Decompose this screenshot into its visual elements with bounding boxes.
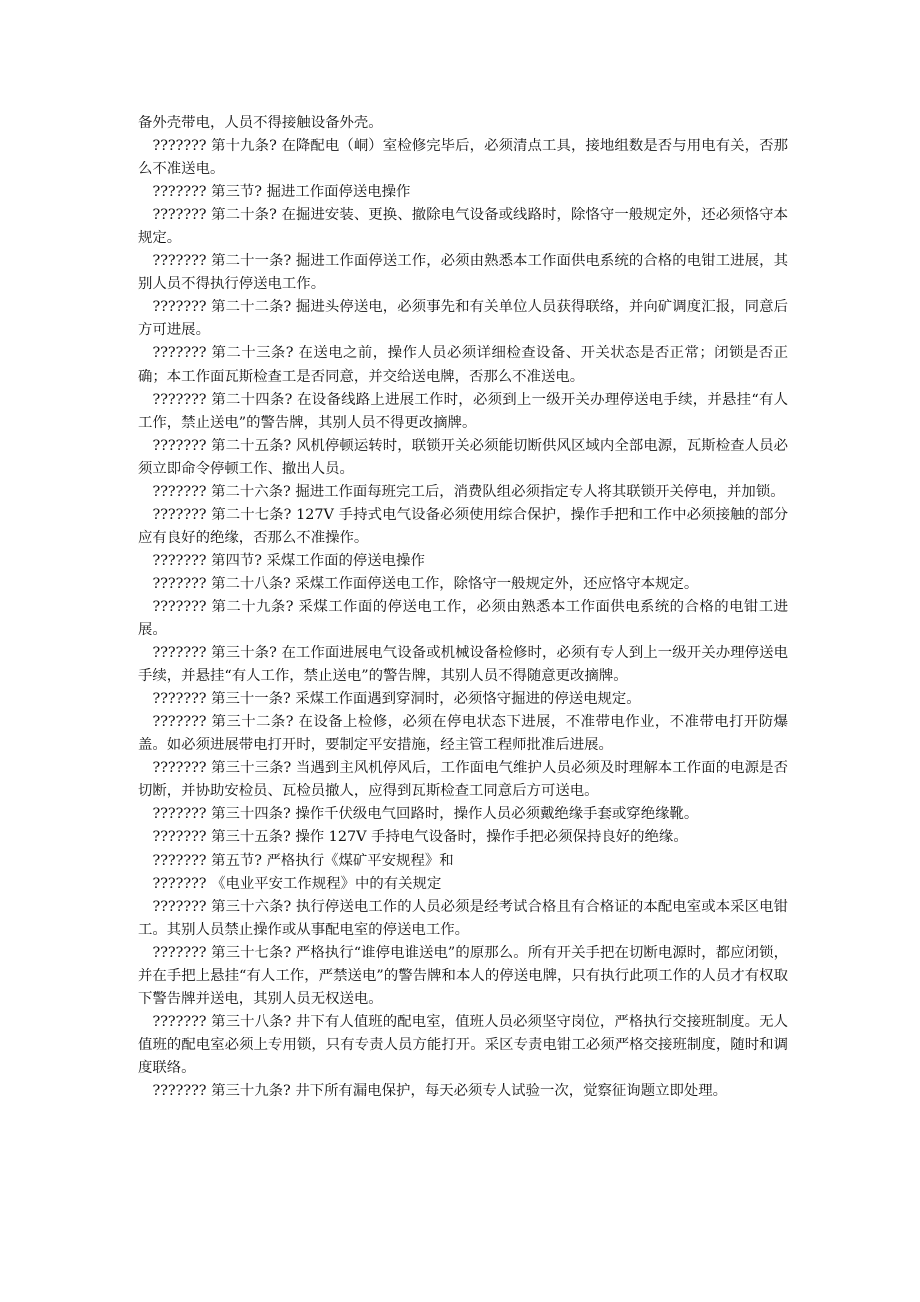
article-29: ??????? 第二十九条? 采煤工作面的停送电工作，必须由熟悉本工作面供电系统的合格的电钳工进展。	[138, 598, 788, 639]
article-23: ??????? 第二十三条? 在送电之前，操作人员必须详细检查设备、开关状态是否正常；闭锁是否正确；本工作面瓦斯检查工是否同意，并交给送电牌，否那么不准送电。	[138, 345, 788, 385]
article-35: ??????? 第三十五条? 操作 127V 手持电气设备时，操作手把必须保持良好的绝缘。	[152, 829, 688, 846]
article-24: ??????? 第二十四条? 在设备线路上进展工作时，必须到上一级开关办理停送电手续，并悬挂“有人工作，禁止送电”的警告牌，其别人员不得更改摘牌。	[138, 391, 788, 431]
article-37: ??????? 第三十七条? 严格执行“谁停电谁送电”的原那么。所有开关手把在切断电源时，都应闭锁，并在手把上悬挂“有人工作，严禁送电”的警告牌和本人的停送电牌，只有执行此项工作的人员才有权取下警告牌并送电，其别人员无权送电。	[138, 944, 788, 1007]
article-38: ??????? 第三十八条? 井下有人值班的配电室，值班人员必须坚守岗位，严格执行交接班制度。无人值班的配电室必须上专用锁，只有专责人员方能打开。采区专责电钳工必须严格交接班制度，随时和调度联络。	[138, 1013, 788, 1076]
article-25: ??????? 第二十五条? 风机停顿运转时，联锁开关必须能切断供风区域内全部电源，瓦斯检查人员必须立即命令停顿工作、撤出人员。	[138, 437, 788, 477]
article-28: ??????? 第二十八条? 采煤工作面停送电工作，除恪守一般规定外，还应恪守本规定。	[152, 575, 699, 592]
article-32: ??????? 第三十二条? 在设备上检修，必须在停电状态下进展，不准带电作业，不准带电打开防爆盖。如必须进展带电打开时，要制定平安措施，经主管工程师批准后进展。	[138, 714, 788, 754]
article-31: ??????? 第三十一条? 采煤工作面遇到穿洞时，必须恪守掘进的停送电规定。	[152, 691, 641, 708]
article-34: ??????? 第三十四条? 操作千伏级电气回路时，操作人员必须戴绝缘手套或穿绝缘靴。	[152, 806, 699, 823]
document-page	[138, 112, 788, 1103]
article-39: ??????? 第三十九条? 井下所有漏电保护，每天必须专人试验一次，觉察征询题立即处理。	[152, 1082, 728, 1099]
article-27: ??????? 第二十七条? 127V 手持式电气设备必须使用综合保护，操作手把和工作中必须接触的部分应有良好的绝缘，否那么不准操作。	[138, 506, 788, 546]
section-5-heading-cont: ??????? 《电业平安工作规程》中的有关规定	[152, 875, 442, 892]
article-19: ??????? 第十九条? 在降配电（峒）室检修完毕后，必须清点工具，接地组数是否与用电有关，否那么不准送电。	[138, 138, 788, 178]
article-33: ??????? 第三十三条? 当遇到主风机停风后，工作面电气维护人员必须及时理解本工作面的电源是否切断，并协助安检员、瓦检员撤人，应得到瓦斯检查工同意后方可送电。	[138, 760, 788, 800]
article-22: ??????? 第二十二条? 掘进头停送电，必须事先和有关单位人员获得联络，并向矿调度汇报，同意后方可进展。	[138, 299, 788, 339]
section-3-heading: ??????? 第三节? 掘进工作面停送电操作	[152, 184, 411, 201]
paragraph-continuation: 备外壳带电，人员不得接触设备外壳。	[138, 115, 383, 131]
article-21: ??????? 第二十一条? 掘进工作面停送工作，必须由熟悉本工作面供电系统的合格的电钳工进展，其别人员不得执行停送电工作。	[138, 253, 788, 293]
section-4-heading: ??????? 第四节? 采煤工作面的停送电操作	[152, 552, 425, 569]
article-30: ??????? 第三十条? 在工作面进展电气设备或机械设备检修时，必须有专人到上一级开关办理停送电手续，并悬挂“有人工作，禁止送电”的警告牌，其别人员不得随意更改摘牌。	[138, 645, 788, 685]
section-5-heading: ??????? 第五节? 严格执行《煤矿平安规程》和	[152, 852, 454, 869]
article-20: ??????? 第二十条? 在掘进安装、更换、撤除电气设备或线路时，除恪守一般规定外，还必须恪守本规定。	[138, 207, 788, 247]
article-26: ??????? 第二十六条? 掘进工作面每班完工后，消费队组必须指定专人将其联锁开关停电，并加锁。	[152, 483, 785, 500]
article-36: ??????? 第三十六条? 执行停送电工作的人员必须是经考试合格且有合格证的本配电室或本采区电钳工。其别人员禁止操作或从事配电室的停送电工作。	[138, 898, 788, 938]
